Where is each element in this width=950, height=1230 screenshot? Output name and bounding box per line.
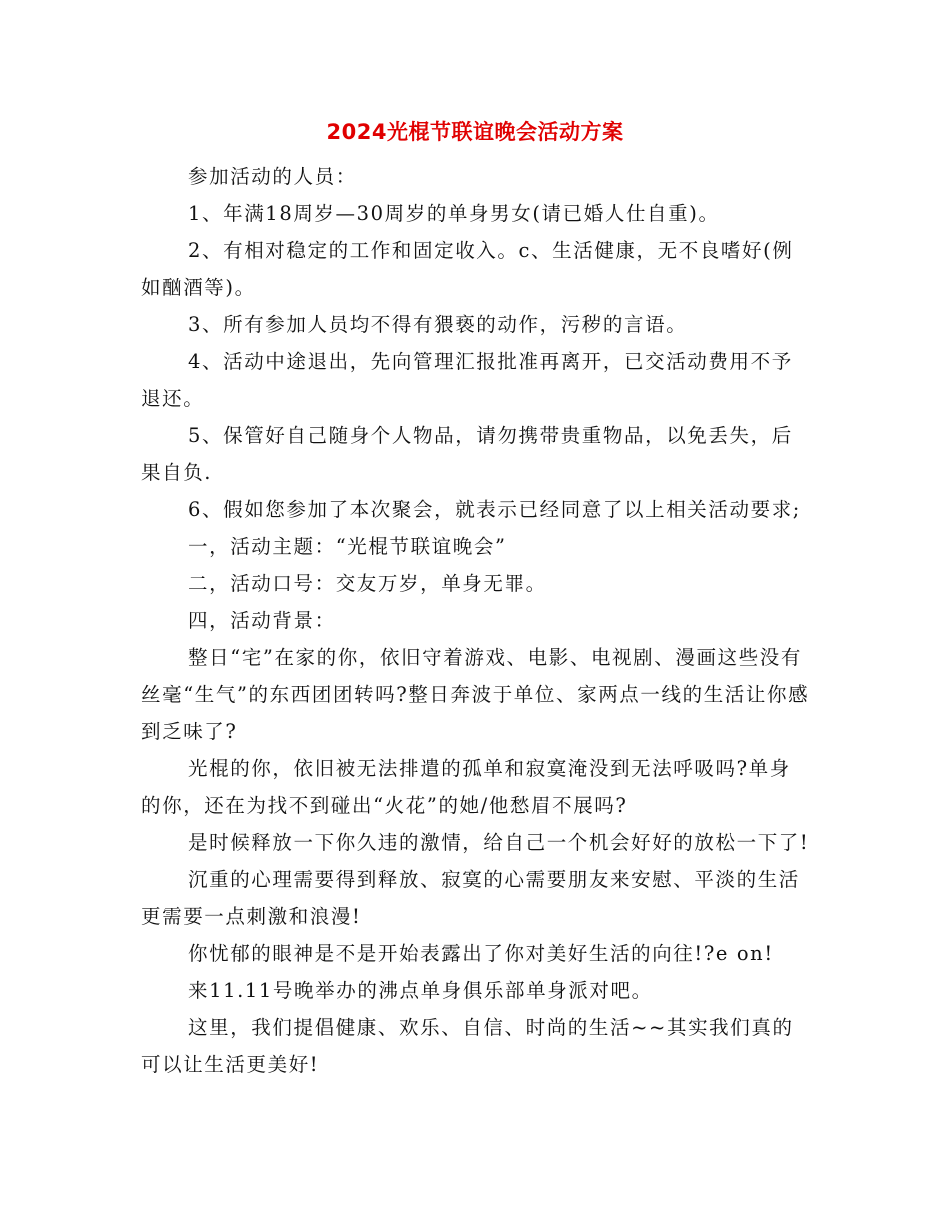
paragraph-background-3: 是时候释放一下你久违的激情，给自己一个机会好好的放松一下了! [188,831,810,854]
paragraph-theme: 一，活动主题：“光棍节联谊晚会” [188,535,507,558]
paragraph-rule-2: 2、有相对稳定的工作和固定收入。c、生活健康，无不良嗜好(例如酗酒等)。 [141,239,794,299]
paragraph-participants-heading: 参加活动的人员： [188,165,357,188]
paragraph-rule-4: 4、活动中途退出，先向管理汇报批准再离开，已交活动费用不予退还。 [141,350,793,410]
paragraph-background-2: 光棍的你，依旧被无法排遣的孤单和寂寞淹没到无法呼吸吗?单身的你，还在为找不到碰出“火花”的她/他愁眉不展吗? [141,757,791,817]
paragraph-background-5: 你忧郁的眼神是不是开始表露出了你对美好生活的向往!?e on! [188,942,774,965]
paragraph-background-4: 沉重的心理需要得到释放、寂寞的心需要朋友来安慰、平淡的生活更需要一点刺激和浪漫! [141,868,800,928]
paragraph-background-1: 整日“宅”在家的你，依旧守着游戏、电影、电视剧、漫画这些没有丝毫“生气”的东西团团转吗?整日奔波于单位、家两点一线的生活让你感到乏味了? [141,646,810,743]
paragraph-background-6: 来11.11号晚举办的沸点单身俱乐部单身派对吧。 [188,979,653,1002]
document-title: 2024光棍节联谊晚会活动方案 [326,120,624,144]
paragraph-background-7: 这里，我们提倡健康、欢乐、自信、时尚的生活~~其实我们真的可以让生活更美好! [141,1016,794,1076]
document-body [141,158,811,1083]
paragraph-background-heading: 四，活动背景： [188,609,336,632]
paragraph-rule-6: 6、假如您参加了本次聚会，就表示已经同意了以上相关活动要求; [188,498,801,521]
paragraph-rule-3: 3、所有参加人员均不得有猥亵的动作，污秽的言语。 [188,313,688,336]
paragraph-rule-1: 1、年满18周岁—30周岁的单身男女(请已婚人仕自重)。 [188,202,720,225]
paragraph-slogan: 二，活动口号：交友万岁，单身无罪。 [188,572,547,595]
paragraph-rule-5: 5、保管好自己随身个人物品，请勿携带贵重物品，以免丢失，后果自负. [141,424,793,484]
